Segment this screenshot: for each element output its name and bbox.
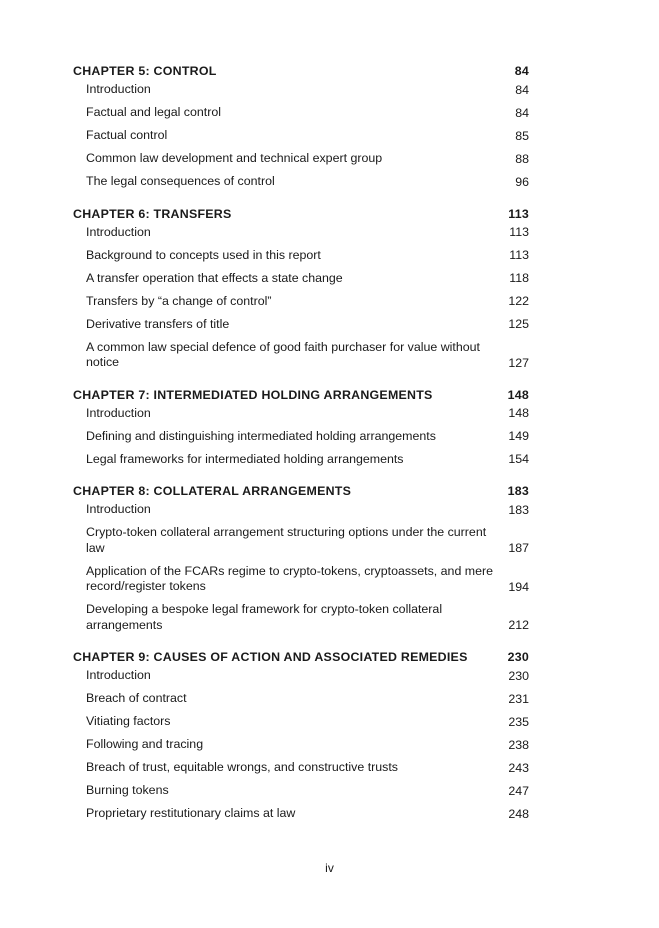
section-title: Following and tracing [86, 737, 204, 751]
toc-entry[interactable] [73, 452, 529, 468]
toc-entry[interactable] [73, 668, 529, 684]
section-title: Derivative transfers of title [86, 316, 230, 331]
chapter-page-number: 230 [507, 650, 529, 664]
section-title: Introduction [86, 502, 151, 516]
section-title: Vitiating factors [86, 714, 171, 728]
section-title: Factual and legal control [86, 105, 222, 119]
section-page-number: 194 [508, 579, 529, 594]
section-page-number: 230 [508, 668, 529, 683]
toc-entry[interactable] [73, 806, 529, 822]
toc-entry[interactable] [73, 225, 529, 241]
chapter-title: CHAPTER 5: CONTROL [73, 64, 217, 78]
chapter-title: CHAPTER 9: CAUSES OF ACTION AND ASSOCIATED REMEDIES [73, 650, 468, 664]
toc-entry[interactable] [73, 783, 529, 799]
toc-entry[interactable] [73, 525, 529, 556]
section-title: A common law special defence of good faith purchaser for value without notice [86, 339, 480, 369]
toc-entry[interactable] [73, 128, 529, 144]
section-page-number: 247 [508, 783, 529, 798]
section-page-number: 235 [508, 714, 529, 729]
toc-chapter [73, 60, 529, 190]
toc-entry[interactable] [73, 82, 529, 98]
section-title: Developing a bespoke legal framework for crypto-token collateral arrangements [86, 602, 443, 632]
toc-entry[interactable] [73, 105, 529, 121]
toc-entry[interactable] [73, 564, 529, 595]
section-page-number: 183 [508, 502, 529, 517]
section-title: Introduction [86, 224, 151, 239]
section-page-number: 113 [509, 248, 529, 262]
toc-entry[interactable] [73, 502, 529, 518]
section-page-number: 127 [508, 355, 529, 370]
chapter-page-number: 148 [507, 387, 529, 402]
toc-entry[interactable] [73, 340, 529, 371]
section-page-number: 149 [508, 429, 529, 443]
toc-entry[interactable] [73, 737, 529, 753]
section-page-number: 154 [508, 452, 529, 466]
toc-entry[interactable] [73, 294, 529, 310]
toc-chapter [73, 646, 529, 822]
section-page-number: 212 [508, 618, 529, 632]
section-title: The legal consequences of control [86, 174, 275, 188]
section-page-number: 122 [508, 294, 529, 308]
section-title: Crypto-token collateral arrangement structuring options under the current law [86, 525, 487, 555]
toc-entry[interactable] [73, 317, 529, 333]
chapter-page-number: 84 [514, 64, 529, 78]
section-title: Introduction [86, 405, 151, 420]
toc-entry[interactable] [73, 151, 529, 167]
section-page-number: 85 [515, 128, 529, 143]
section-page-number: 125 [508, 317, 529, 331]
section-page-number: 88 [515, 151, 529, 166]
section-title: Introduction [86, 82, 151, 96]
toc-entry[interactable] [73, 602, 529, 633]
toc-entry[interactable] [73, 429, 529, 445]
toc-entry[interactable] [73, 691, 529, 707]
section-title: Proprietary restitutionary claims at law [86, 806, 296, 820]
section-title: Background to concepts used in this report [86, 247, 321, 262]
table-of-contents [73, 60, 529, 835]
section-page-number: 96 [515, 174, 529, 189]
toc-entry[interactable] [73, 271, 529, 287]
chapter-heading[interactable] [73, 384, 529, 403]
toc-entry[interactable] [73, 714, 529, 730]
section-page-number: 113 [509, 225, 529, 239]
toc-chapter [73, 480, 529, 633]
section-title: Legal frameworks for intermediated holding arrangements [86, 451, 404, 466]
section-page-number: 148 [508, 406, 529, 420]
section-page-number: 231 [508, 691, 529, 706]
page-number-footer: iv [325, 861, 334, 875]
chapter-page-number: 183 [507, 484, 529, 498]
toc-entry[interactable] [73, 174, 529, 190]
section-title: Breach of contract [86, 691, 187, 705]
section-title: Defining and distinguishing intermediated holding arrangements [86, 428, 436, 443]
toc-entry[interactable] [73, 248, 529, 264]
section-title: Common law development and technical expert group [86, 151, 383, 165]
section-page-number: 243 [508, 760, 529, 775]
toc-chapter [73, 384, 529, 468]
chapter-title: CHAPTER 6: TRANSFERS [73, 206, 232, 221]
chapter-heading[interactable] [73, 646, 529, 665]
toc-entry[interactable] [73, 406, 529, 422]
chapter-title: CHAPTER 7: INTERMEDIATED HOLDING ARRANGEMENTS [73, 387, 433, 402]
section-title: Burning tokens [86, 783, 169, 797]
section-page-number: 238 [508, 737, 529, 752]
toc-chapter [73, 203, 529, 371]
toc-entry[interactable] [73, 760, 529, 776]
section-page-number: 187 [508, 541, 529, 555]
chapter-page-number: 113 [508, 206, 529, 221]
section-title: Introduction [86, 668, 151, 682]
section-title: Breach of trust, equitable wrongs, and constructive trusts [86, 760, 398, 774]
section-title: Application of the FCARs regime to crypto-tokens, cryptoassets, and mere record/register tokens [86, 563, 494, 593]
section-page-number: 84 [515, 82, 529, 97]
section-title: Factual control [86, 128, 168, 142]
section-title: A transfer operation that effects a state change [86, 270, 343, 285]
section-page-number: 118 [509, 271, 529, 285]
section-page-number: 84 [515, 105, 529, 120]
chapter-heading[interactable] [73, 203, 529, 222]
chapter-title: CHAPTER 8: COLLATERAL ARRANGEMENTS [73, 484, 352, 498]
section-page-number: 248 [508, 806, 529, 821]
chapter-heading[interactable] [73, 480, 529, 499]
section-title: Transfers by “a change of control” [86, 293, 272, 308]
chapter-heading[interactable] [73, 60, 529, 79]
